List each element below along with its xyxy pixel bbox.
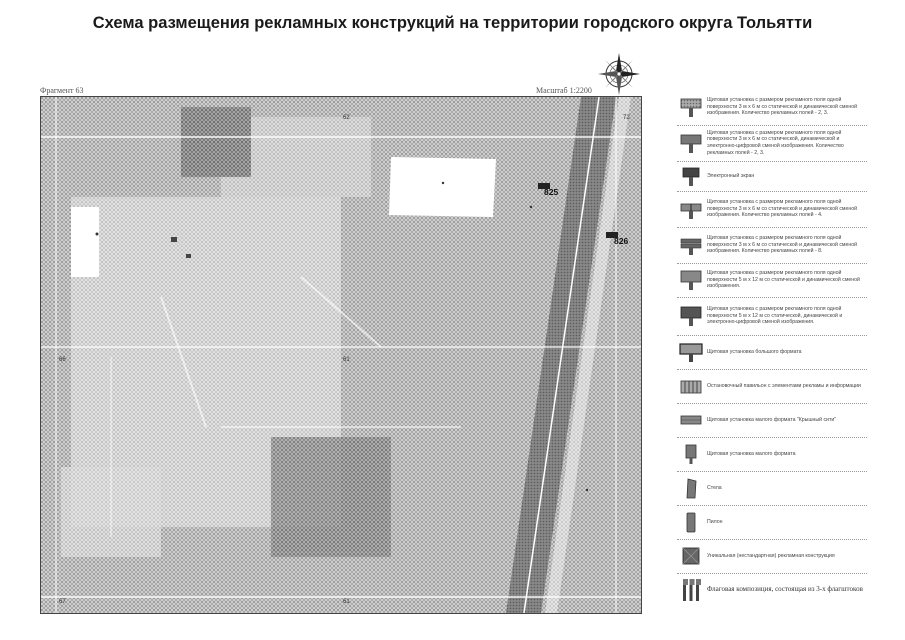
legend-text: Стела (707, 484, 722, 491)
billboard-3x6-digital-icon (680, 132, 702, 154)
pylon-icon (680, 511, 702, 533)
small-format-stand-icon (680, 443, 702, 465)
legend-text: Щитовая установка с размером рекламного поля одной поверхности 3 м х 6 м со статической и динамической сменой изображения. Количество рекламных полей - 8. (707, 234, 858, 255)
fragment-label: Фрагмент 63 (40, 86, 84, 95)
legend-text: Щитовая установка с размером рекламного поля одной поверхности 3 м х 6 м со статической и динамической сменой изображения. Количество рекламных полей - 4. (707, 198, 858, 219)
billboard-5x12-icon (680, 269, 702, 291)
legend-item (677, 471, 867, 506)
electronic-screen-icon (680, 165, 702, 187)
legend (677, 89, 867, 609)
legend-item (677, 539, 867, 574)
legend-item (677, 227, 867, 264)
legend-item (677, 191, 867, 228)
legend-item (677, 573, 867, 607)
legend-text: Щитовая установка с размером рекламного поля одной поверхности 5 м х 12 м со статической, динамической и электронно-цифровой сменой изображения. (707, 305, 843, 326)
legend-item (677, 437, 867, 472)
map-fragment[interactable] (40, 96, 642, 614)
small-format-billboard-icon (680, 409, 702, 431)
grid-label-top-right: 72 (623, 115, 630, 121)
legend-text: Щитовая установка малого формата "Крышный сити" (707, 416, 837, 423)
legend-text: Уникальная (нестандартная) рекламная конструкция (707, 552, 835, 559)
legend-text: Электронный экран (707, 172, 755, 179)
legend-text: Щитовая установка с размером рекламного поля одной поверхности 3 м х 6 м со статической и динамической сменой изображения. Количество рекламных полей - 2, 3. (707, 96, 858, 117)
compass-rose-icon (597, 52, 641, 96)
unique-construction-icon (680, 545, 702, 567)
legend-item (677, 89, 867, 126)
marker-number-825: 825 (544, 187, 559, 197)
grid-label-center: 61 (343, 357, 350, 363)
legend-item (677, 335, 867, 370)
marker-number-826: 826 (614, 236, 629, 246)
stela-icon (680, 477, 702, 499)
billboard-3x6-icon (680, 96, 702, 118)
legend-item (677, 125, 867, 162)
legend-text: Остановочный павильон с элементами рекламы и информации (707, 382, 861, 389)
legend-text: Щитовая установка с размером рекламного поля одной поверхности 3 м х 6 м со статической, динамической и электронно-цифровой сменой изображения. Количество рекламных полей - 2, 3. (707, 129, 844, 156)
billboard-4-fields-icon (680, 198, 702, 220)
legend-text: Пилон (707, 518, 723, 525)
legend-item (677, 505, 867, 540)
legend-item (677, 263, 867, 298)
legend-text: Щитовая установка малого формата (707, 450, 796, 457)
legend-text: Щитовая установка большого формата (707, 348, 802, 355)
page-title: Схема размещения рекламных конструкций на территории городского округа Тольятти (92, 14, 813, 32)
legend-text: Флаговая композиция, состоящая из 3-х флагштоков (707, 585, 863, 594)
billboard-8-fields-icon (680, 234, 702, 256)
legend-item (677, 369, 867, 404)
legend-text: Щитовая установка с размером рекламного поля одной поверхности 5 м х 12 м со статической и динамической сменой изображения. (707, 269, 860, 290)
billboard-5x12-digital-icon (680, 305, 702, 327)
grid-label-bottom-center: 61 (343, 599, 350, 605)
large-format-billboard-icon (679, 341, 703, 363)
flag-composition-icon (680, 578, 702, 602)
legend-item (677, 297, 867, 336)
grid-label-top-center: 62 (343, 115, 350, 121)
scale-label: Масштаб 1:2200 (536, 86, 592, 95)
legend-item (677, 403, 867, 438)
grid-label-bottom-left: 67 (59, 599, 66, 605)
grid-label-left-mid: 66 (59, 357, 66, 363)
map-canvas (41, 97, 641, 613)
pavilion-icon (680, 375, 702, 397)
legend-item (677, 161, 867, 192)
